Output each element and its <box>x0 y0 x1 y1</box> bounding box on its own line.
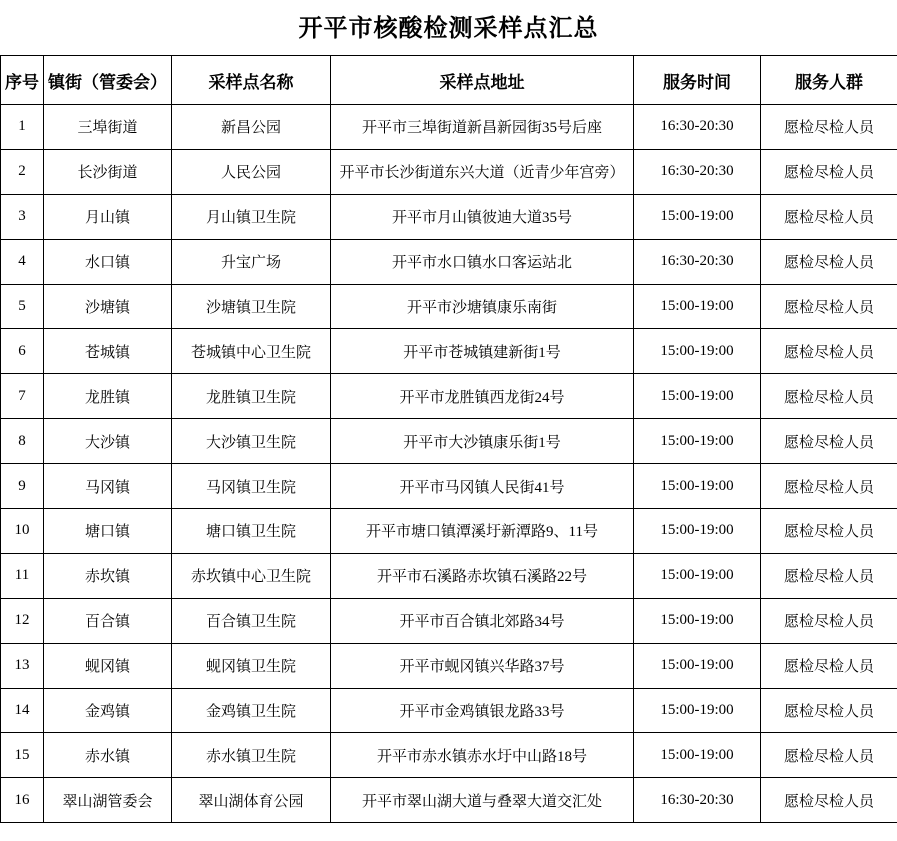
site-name-cell: 赤坎镇中心卫生院 <box>172 553 331 598</box>
row-number-cell: 14 <box>1 688 44 733</box>
table-row <box>1 688 897 733</box>
address-cell: 开平市塘口镇潭溪圩新潭路9、11号 <box>331 509 634 554</box>
service-group-cell: 愿检尽检人员 <box>761 374 897 419</box>
table-row <box>1 643 897 688</box>
table-row <box>1 553 897 598</box>
table-row <box>1 284 897 329</box>
town-cell: 苍城镇 <box>44 329 172 374</box>
address-cell: 开平市翠山湖大道与叠翠大道交汇处 <box>331 778 634 823</box>
site-name-cell: 百合镇卫生院 <box>172 598 331 643</box>
table-row <box>1 419 897 464</box>
address-cell: 开平市三埠街道新昌新园街35号后座 <box>331 105 634 150</box>
table-row <box>1 733 897 778</box>
address-cell: 开平市石溪路赤坎镇石溪路22号 <box>331 553 634 598</box>
service-time-cell: 15:00-19:00 <box>634 419 761 464</box>
town-cell: 月山镇 <box>44 194 172 239</box>
site-name-cell: 金鸡镇卫生院 <box>172 688 331 733</box>
table-row <box>1 194 897 239</box>
town-cell: 水口镇 <box>44 239 172 284</box>
service-time-cell: 15:00-19:00 <box>634 374 761 419</box>
row-number-cell: 10 <box>1 509 44 554</box>
address-cell: 开平市龙胜镇西龙街24号 <box>331 374 634 419</box>
table-row <box>1 778 897 823</box>
service-time-cell: 16:30-20:30 <box>634 149 761 194</box>
town-cell: 沙塘镇 <box>44 284 172 329</box>
header-row-number: 序号 <box>1 56 44 105</box>
service-group-cell: 愿检尽检人员 <box>761 509 897 554</box>
service-time-cell: 15:00-19:00 <box>634 464 761 509</box>
table-row <box>1 374 897 419</box>
service-group-cell: 愿检尽检人员 <box>761 598 897 643</box>
site-name-cell: 龙胜镇卫生院 <box>172 374 331 419</box>
address-cell: 开平市马冈镇人民街41号 <box>331 464 634 509</box>
header-town: 镇街（管委会） <box>44 56 172 105</box>
site-name-cell: 蚬冈镇卫生院 <box>172 643 331 688</box>
town-cell: 翠山湖管委会 <box>44 778 172 823</box>
service-group-cell: 愿检尽检人员 <box>761 194 897 239</box>
site-name-cell: 翠山湖体育公园 <box>172 778 331 823</box>
site-name-cell: 月山镇卫生院 <box>172 194 331 239</box>
header-row <box>1 56 897 105</box>
address-cell: 开平市大沙镇康乐街1号 <box>331 419 634 464</box>
table-header <box>1 56 897 105</box>
service-time-cell: 16:30-20:30 <box>634 239 761 284</box>
service-time-cell: 15:00-19:00 <box>634 509 761 554</box>
service-time-cell: 15:00-19:00 <box>634 284 761 329</box>
town-cell: 长沙街道 <box>44 149 172 194</box>
service-group-cell: 愿检尽检人员 <box>761 149 897 194</box>
row-number-cell: 11 <box>1 553 44 598</box>
site-name-cell: 苍城镇中心卫生院 <box>172 329 331 374</box>
row-number-cell: 16 <box>1 778 44 823</box>
town-cell: 蚬冈镇 <box>44 643 172 688</box>
site-name-cell: 新昌公园 <box>172 105 331 150</box>
site-name-cell: 大沙镇卫生院 <box>172 419 331 464</box>
row-number-cell: 6 <box>1 329 44 374</box>
address-cell: 开平市蚬冈镇兴华路37号 <box>331 643 634 688</box>
service-time-cell: 15:00-19:00 <box>634 688 761 733</box>
town-cell: 大沙镇 <box>44 419 172 464</box>
town-cell: 赤坎镇 <box>44 553 172 598</box>
site-name-cell: 塘口镇卫生院 <box>172 509 331 554</box>
table-row <box>1 464 897 509</box>
row-number-cell: 5 <box>1 284 44 329</box>
table-row <box>1 598 897 643</box>
address-cell: 开平市水口镇水口客运站北 <box>331 239 634 284</box>
address-cell: 开平市沙塘镇康乐南街 <box>331 284 634 329</box>
table-row <box>1 105 897 150</box>
town-cell: 百合镇 <box>44 598 172 643</box>
site-name-cell: 马冈镇卫生院 <box>172 464 331 509</box>
address-cell: 开平市长沙街道东兴大道（近青少年宫旁） <box>331 149 634 194</box>
header-service-time: 服务时间 <box>634 56 761 105</box>
site-name-cell: 赤水镇卫生院 <box>172 733 331 778</box>
address-cell: 开平市金鸡镇银龙路33号 <box>331 688 634 733</box>
service-time-cell: 15:00-19:00 <box>634 643 761 688</box>
row-number-cell: 9 <box>1 464 44 509</box>
header-address: 采样点地址 <box>331 56 634 105</box>
service-group-cell: 愿检尽检人员 <box>761 733 897 778</box>
row-number-cell: 8 <box>1 419 44 464</box>
header-site-name: 采样点名称 <box>172 56 331 105</box>
row-number-cell: 2 <box>1 149 44 194</box>
town-cell: 三埠街道 <box>44 105 172 150</box>
row-number-cell: 3 <box>1 194 44 239</box>
service-group-cell: 愿检尽检人员 <box>761 329 897 374</box>
service-time-cell: 15:00-19:00 <box>634 194 761 239</box>
table-row <box>1 329 897 374</box>
service-group-cell: 愿检尽检人员 <box>761 419 897 464</box>
sampling-points-table <box>0 55 897 823</box>
table-row <box>1 509 897 554</box>
town-cell: 塘口镇 <box>44 509 172 554</box>
service-time-cell: 15:00-19:00 <box>634 329 761 374</box>
service-group-cell: 愿检尽检人员 <box>761 553 897 598</box>
service-time-cell: 16:30-20:30 <box>634 778 761 823</box>
service-group-cell: 愿检尽检人员 <box>761 105 897 150</box>
row-number-cell: 4 <box>1 239 44 284</box>
table-row <box>1 239 897 284</box>
service-group-cell: 愿检尽检人员 <box>761 643 897 688</box>
address-cell: 开平市苍城镇建新街1号 <box>331 329 634 374</box>
service-time-cell: 15:00-19:00 <box>634 553 761 598</box>
header-service-group: 服务人群 <box>761 56 897 105</box>
address-cell: 开平市月山镇彼迪大道35号 <box>331 194 634 239</box>
row-number-cell: 7 <box>1 374 44 419</box>
site-name-cell: 升宝广场 <box>172 239 331 284</box>
service-group-cell: 愿检尽检人员 <box>761 778 897 823</box>
service-group-cell: 愿检尽检人员 <box>761 239 897 284</box>
site-name-cell: 人民公园 <box>172 149 331 194</box>
service-time-cell: 15:00-19:00 <box>634 598 761 643</box>
row-number-cell: 12 <box>1 598 44 643</box>
address-cell: 开平市赤水镇赤水圩中山路18号 <box>331 733 634 778</box>
town-cell: 金鸡镇 <box>44 688 172 733</box>
row-number-cell: 15 <box>1 733 44 778</box>
service-time-cell: 16:30-20:30 <box>634 105 761 150</box>
page-title: 开平市核酸检测采样点汇总 <box>298 16 599 42</box>
table-body <box>1 105 897 823</box>
row-number-cell: 1 <box>1 105 44 150</box>
service-group-cell: 愿检尽检人员 <box>761 688 897 733</box>
town-cell: 赤水镇 <box>44 733 172 778</box>
service-group-cell: 愿检尽检人员 <box>761 464 897 509</box>
town-cell: 马冈镇 <box>44 464 172 509</box>
table-row <box>1 149 897 194</box>
address-cell: 开平市百合镇北郊路34号 <box>331 598 634 643</box>
service-group-cell: 愿检尽检人员 <box>761 284 897 329</box>
row-number-cell: 13 <box>1 643 44 688</box>
site-name-cell: 沙塘镇卫生院 <box>172 284 331 329</box>
town-cell: 龙胜镇 <box>44 374 172 419</box>
service-time-cell: 15:00-19:00 <box>634 733 761 778</box>
